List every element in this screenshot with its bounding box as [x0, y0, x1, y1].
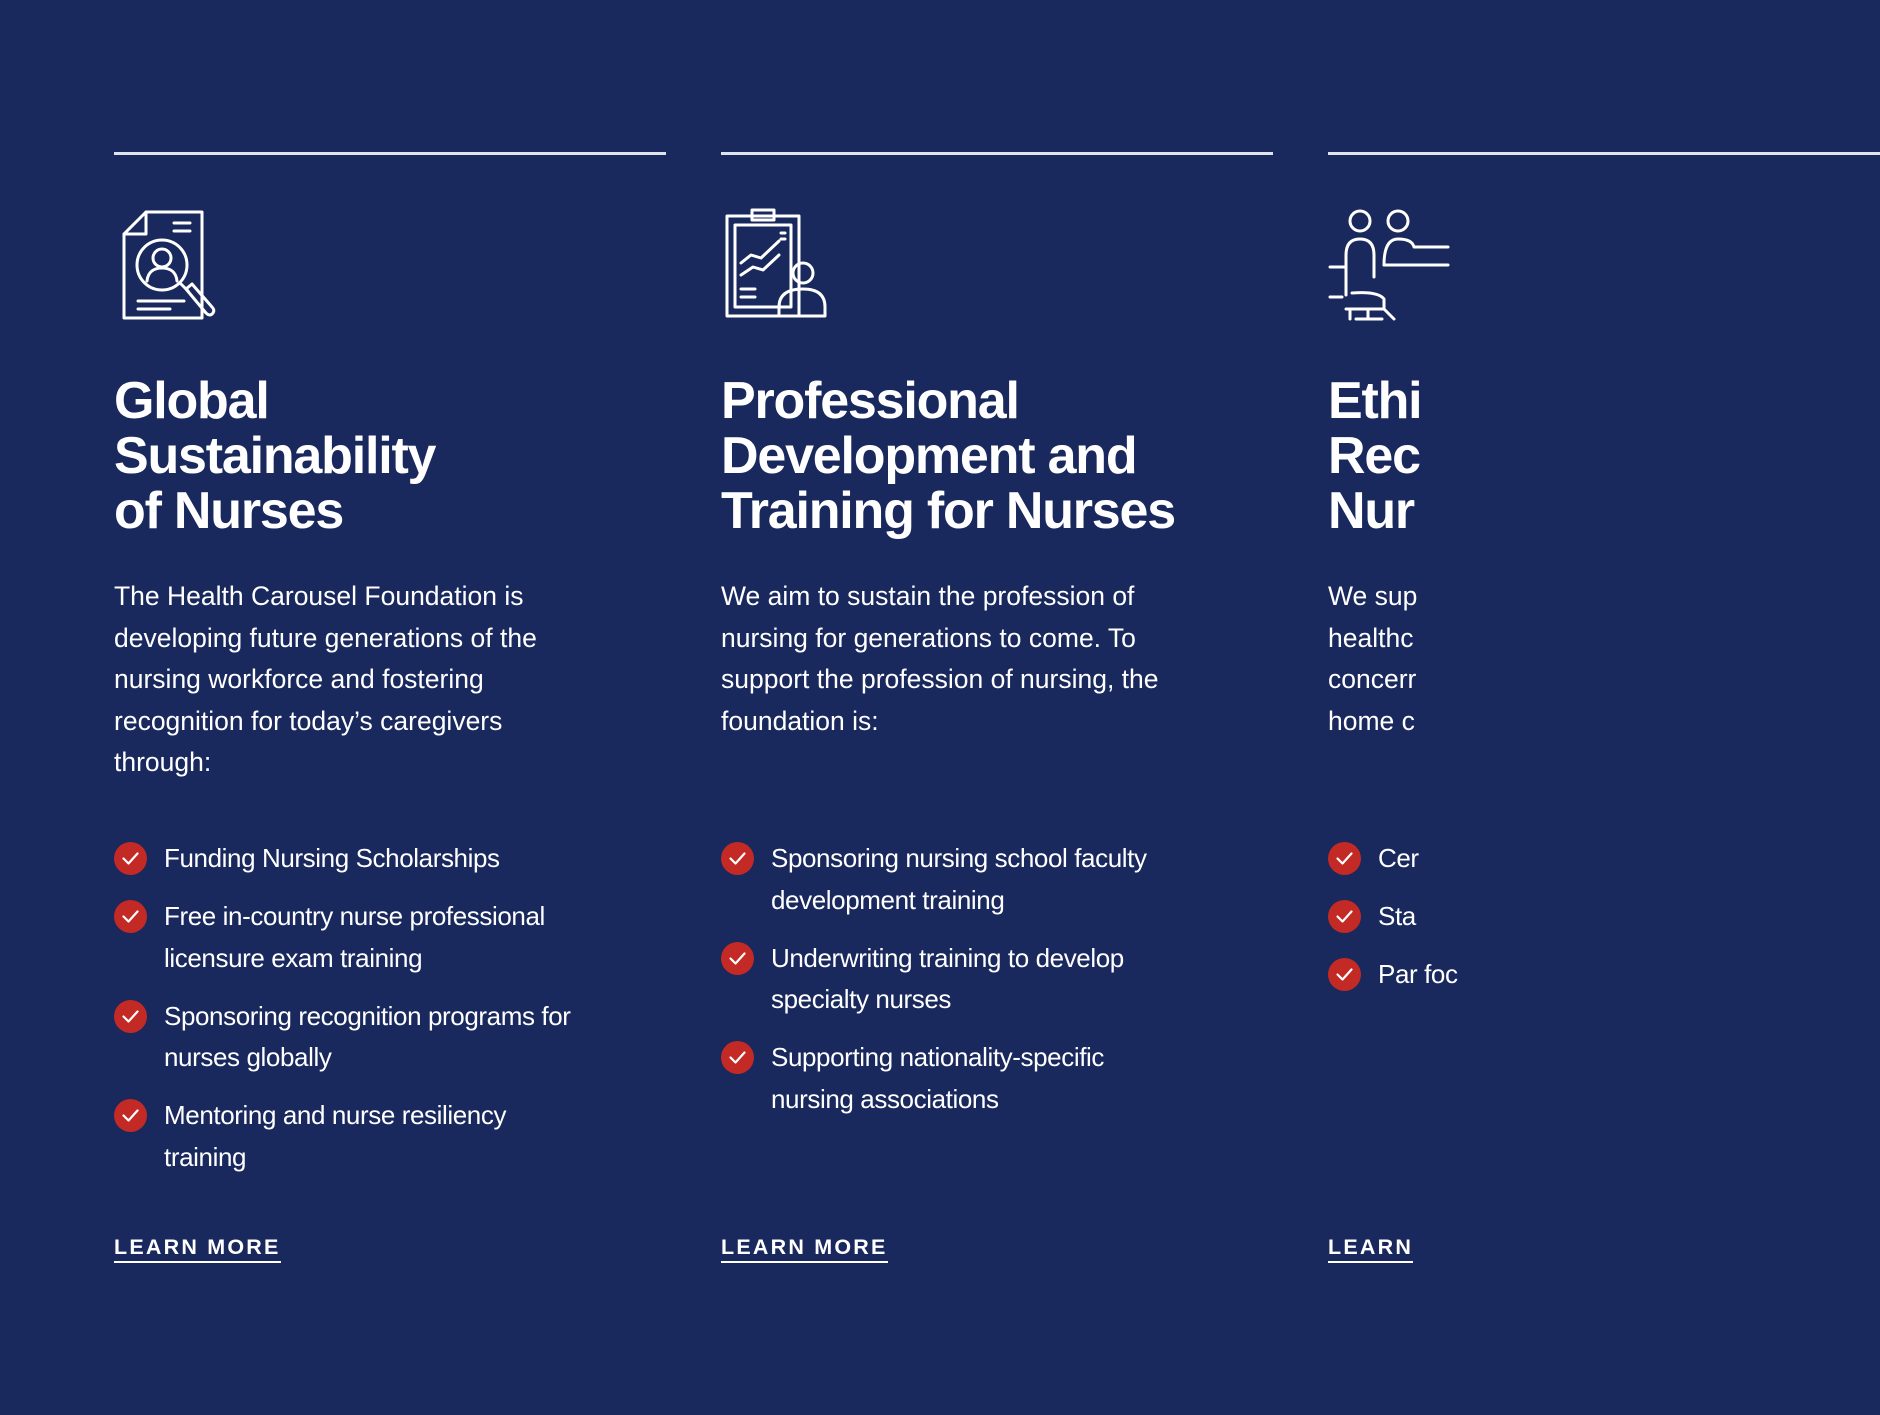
card-global-sustainability [114, 152, 666, 1302]
card-description: We sup healthc concerr home c [1328, 581, 1418, 736]
list-item [721, 1037, 1191, 1120]
list-item [721, 838, 1191, 921]
check-icon [1328, 958, 1361, 991]
list-item-label: Underwriting training to develop specialty nurses [771, 942, 1124, 1014]
check-icon [1328, 842, 1361, 875]
check-icon [114, 842, 147, 875]
card-list [721, 838, 1191, 1137]
card-title: Ethi Rec Nur [1328, 372, 1422, 540]
check-icon [114, 1000, 147, 1033]
card-list [114, 838, 584, 1195]
card-divider [721, 152, 1273, 155]
people-meeting-icon [1328, 207, 1448, 327]
document-search-person-icon [114, 207, 234, 327]
card-description: The Health Carousel Foundation is developing future generations of the nursing workforce and fostering recognition for today’s caregivers through: [114, 581, 537, 777]
learn-more-link[interactable]: LEARN MORE [721, 1234, 888, 1263]
card-divider [114, 152, 666, 155]
list-item-label: Free in-country nurse professional licensure exam training [164, 901, 545, 973]
list-item [114, 838, 584, 880]
clipboard-chart-person-icon [721, 207, 841, 327]
list-item [1328, 896, 1798, 938]
list-item-label: Cer [1378, 843, 1419, 873]
list-item-label: Mentoring and nurse resiliency training [164, 1100, 507, 1172]
card-list [1328, 838, 1798, 1012]
list-item-label: Sta [1378, 901, 1416, 931]
card-title: Global Sustainability of Nurses [114, 372, 436, 540]
check-icon [114, 1099, 147, 1132]
check-icon [721, 842, 754, 875]
list-item [114, 896, 584, 979]
check-icon [114, 900, 147, 933]
card-description: We aim to sustain the profession of nursing for generations to come. To support the profession of nursing, the foundation is: [721, 581, 1159, 736]
list-item-label: Par foc [1378, 959, 1458, 989]
list-item [721, 938, 1191, 1021]
list-item [114, 1095, 584, 1178]
check-icon [721, 942, 754, 975]
check-icon [721, 1041, 754, 1074]
list-item [1328, 954, 1458, 996]
card-divider [1328, 152, 1880, 155]
list-item-label: Sponsoring recognition programs for nurses globally [164, 1000, 571, 1072]
check-icon [1328, 900, 1361, 933]
list-item-label: Funding Nursing Scholarships [164, 843, 500, 873]
card-title: Professional Development and Training for Nurses [721, 372, 1175, 540]
learn-more-link[interactable]: LEARN MORE [114, 1234, 281, 1263]
list-item-label: Supporting nationality-specific nursing associations [771, 1042, 1105, 1114]
card-ethical-recruitment [1328, 152, 1880, 1302]
learn-more-link[interactable]: LEARN [1328, 1234, 1413, 1263]
list-item [1328, 838, 1798, 880]
list-item [114, 996, 584, 1079]
card-professional-development [721, 152, 1273, 1302]
list-item-label: Sponsoring nursing school faculty development training [771, 843, 1147, 915]
